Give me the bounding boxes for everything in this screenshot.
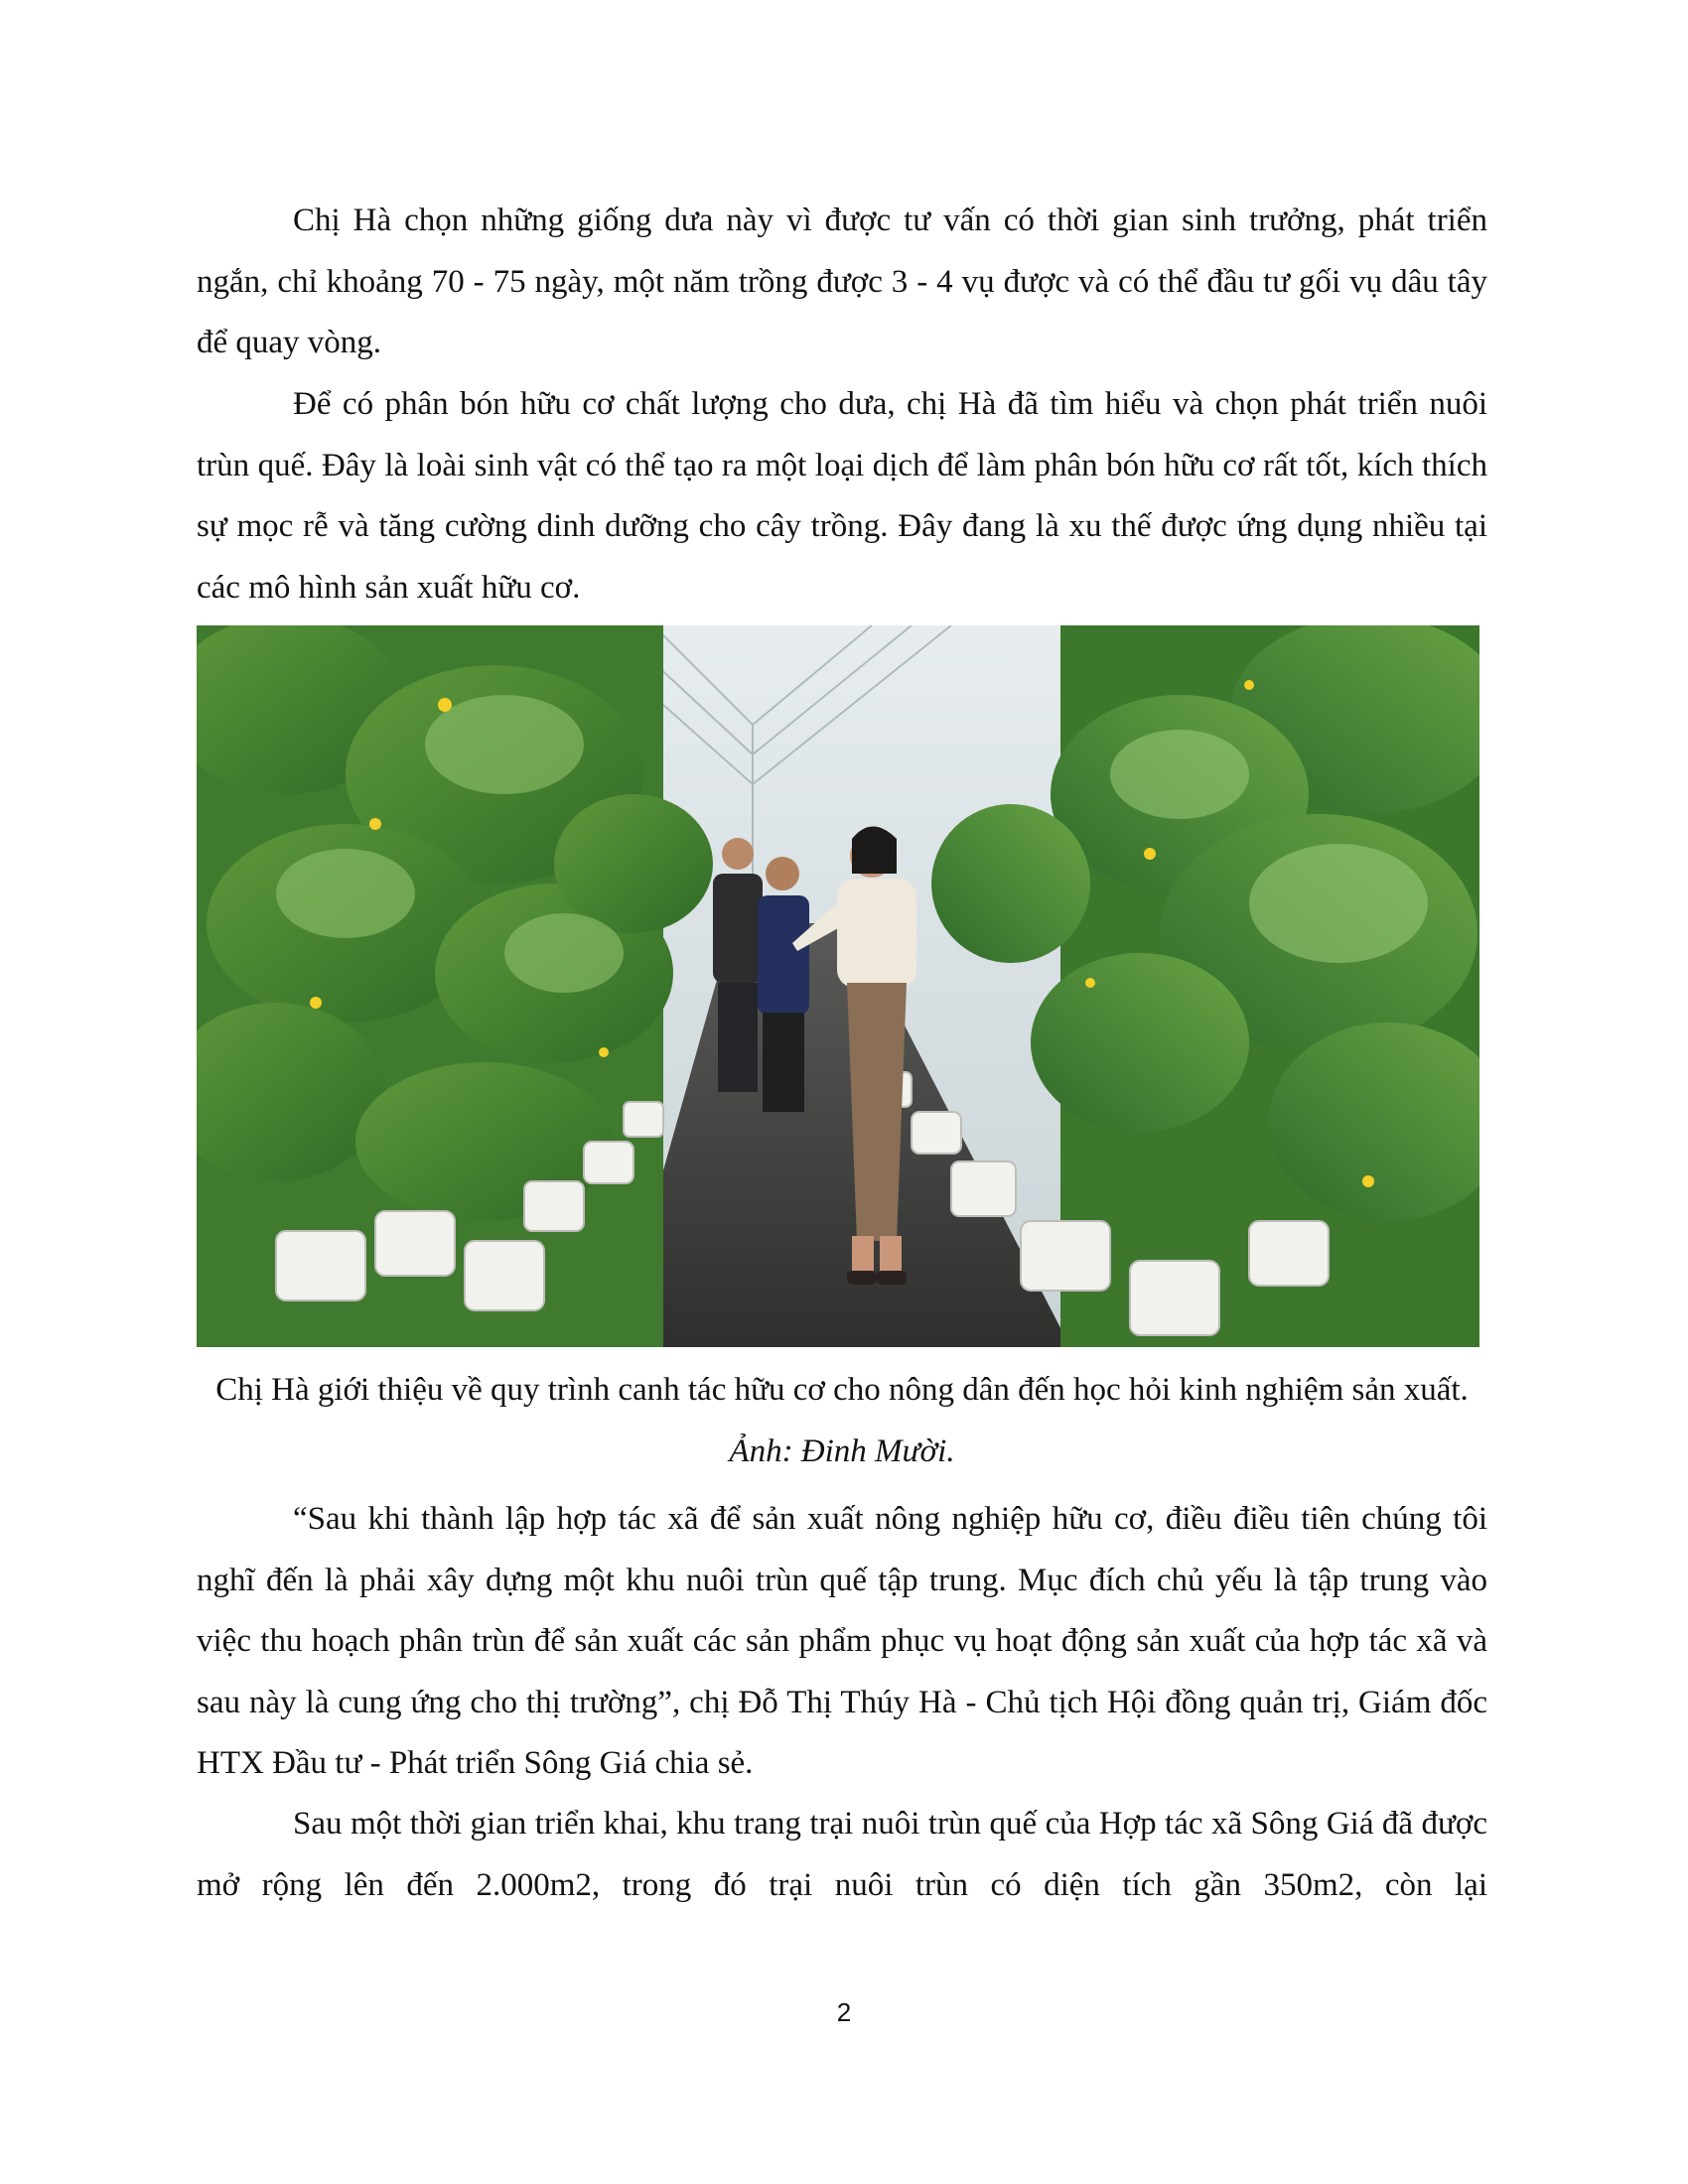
paragraph-2: Để có phân bón hữu cơ chất lượng cho dưa, chị Hà đã tìm hiểu và chọn phát triển nuôi trùn quế. Đây là loài sinh vật có thể tạo ra một loại dịch để làm phân bón hữu cơ rất tốt, kích thích sự mọc rễ và tăng cường dinh dưỡng cho cây trồng. Đây đang là xu thế được ứng dụng nhiều tại các mô hình sản xuất hữu cơ. — [197, 386, 1487, 606]
paragraph-1: Chị Hà chọn những giống dưa này vì được tư vấn có thời gian sinh trưởng, phát triển ngắn, chỉ khoảng 70 - 75 ngày, một năm trồng được 3 - 4 vụ được và có thể đầu tư gối vụ dâu tây để quay vòng. — [197, 203, 1487, 360]
photo-caption: Chị Hà giới thiệu về quy trình canh tác hữu cơ cho nông dân đến học hỏi kinh nghiệm sản xuất. Ảnh: Đinh Mười. — [215, 1372, 1469, 1469]
photo-credit: Ảnh: Đinh Mười. — [729, 1433, 955, 1469]
page-number: 2 — [836, 1997, 852, 2027]
paragraph-3: “Sau khi thành lập hợp tác xã để sản xuất nông nghiệp hữu cơ, điều điều tiên chúng tôi nghĩ đến là phải xây dựng một khu nuôi trùn quế tập trung. Mục đích chủ yếu là tập trung vào việc thu hoạch phân trùn để sản xuất các sản phẩm phục vụ hoạt động sản xuất của hợp tác xã và sau này là cung ứng cho thị trường”, chị Đỗ Thị Thúy Hà - Chủ tịch Hội đồng quản trị, Giám đốc HTX Đầu tư - Phát triển Sông Giá chia sẻ. — [197, 1501, 1487, 1781]
greenhouse-photo — [197, 625, 1479, 1347]
paragraph-4: Sau một thời gian triển khai, khu trang trại nuôi trùn quế của Hợp tác xã Sông Giá đã được mở rộng lên đến 2.000m2, trong đó trại nuôi trùn có diện tích gần 350m2, còn lại — [197, 1806, 1487, 1903]
